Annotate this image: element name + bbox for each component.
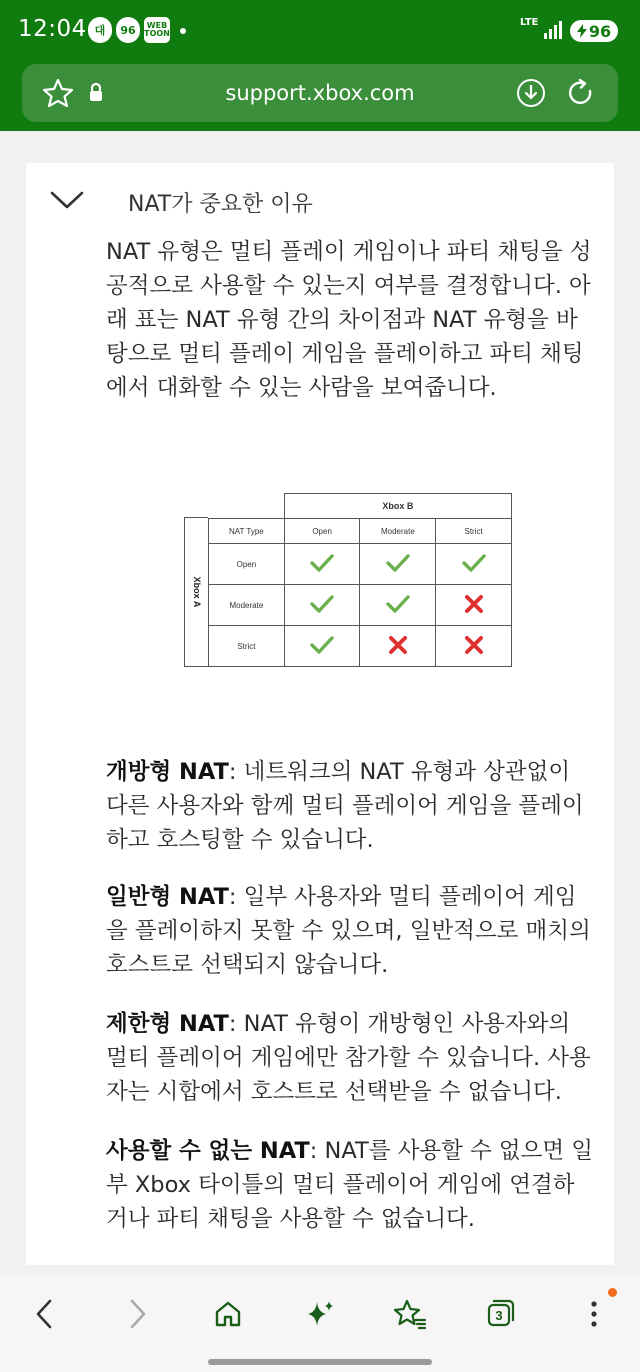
tabs-button[interactable] [480,1294,520,1334]
menu-notification-dot [608,1288,617,1297]
row-header: Moderate [209,585,285,626]
forward-button[interactable] [118,1294,158,1334]
description-moderate-nat [106,880,596,982]
browser-header [0,0,640,131]
url-text[interactable]: support.xbox.com [225,81,415,105]
status-time: 12:04 [18,16,87,42]
table-cell [436,544,512,585]
table-cell [436,585,512,626]
row-header: Strict [209,626,285,667]
table-cell [436,626,512,667]
notification-icon-1: 대 [88,17,112,43]
column-header: Open [284,519,360,544]
more-notifications-dot [180,28,186,34]
table-cell [360,626,436,667]
description-text: : NAT 유형이 개방형인 사용자와의 멀티 플레이어 게임에만 참가할 수 있습니다. 사용자는 시합에서 호스트로 선택받을 수 없습니다. [106,1011,591,1105]
chevron-left-icon[interactable] [34,1299,54,1329]
menu-button[interactable] [574,1294,614,1334]
check-icon [386,553,410,573]
home-icon[interactable] [213,1299,243,1329]
battery-level: 96 [588,21,612,41]
bookmarks-button[interactable] [390,1294,430,1334]
bookmarks-star-icon[interactable] [393,1298,427,1330]
table-row [209,585,512,626]
tabs-icon[interactable] [484,1298,516,1330]
home-button[interactable] [208,1294,248,1334]
address-bar[interactable] [22,64,618,122]
description-term: 제한형 NAT [106,1011,229,1037]
corner-header: NAT Type [209,519,285,544]
table-row [209,544,512,585]
table-blank-corner [209,494,285,519]
tabs-count: 3 [495,1308,503,1323]
more-vertical-icon[interactable] [589,1299,599,1329]
column-header: Moderate [360,519,436,544]
network-type: LTE [520,17,539,28]
table-cell [284,585,360,626]
check-icon [462,553,486,573]
notification-icon-2: 96 [116,17,140,43]
cross-icon [462,635,486,655]
table-cell [360,585,436,626]
reload-icon[interactable] [566,78,596,108]
description-text: : 네트워크의 NAT 유형과 상관없이 다른 사용자와 함께 멀티 플레이어 게임을 플레이하고 호스팅할 수 있습니다. [106,759,584,853]
check-icon [310,553,334,573]
nat-table-grid [208,493,512,667]
description-open-nat [106,755,596,857]
cross-icon [386,635,410,655]
side-header-label: Xbox A [191,576,202,608]
chevron-down-icon[interactable] [50,189,84,211]
sparkle-icon[interactable] [304,1298,336,1330]
cross-icon [462,594,486,614]
description-strict-nat [106,1007,596,1109]
description-term: 사용할 수 없는 NAT [106,1138,310,1164]
charging-icon [577,24,587,38]
side-header [184,517,208,667]
battery-indicator [570,20,618,42]
table-cell [284,544,360,585]
gesture-home-bar[interactable] [208,1359,432,1365]
download-icon[interactable] [516,78,546,108]
status-bar [0,0,640,62]
content-card [26,163,614,1265]
description-text: : NAT를 사용할 수 없으면 일부 Xbox 타이틀의 멀티 플레이어 게임에 연결하거나 파티 채팅을 사용할 수 없습니다. [106,1138,593,1232]
signal-icon [544,21,564,39]
table-cell [360,544,436,585]
back-button[interactable] [24,1294,64,1334]
check-icon [386,594,410,614]
intro-paragraph: NAT 유형은 멀티 플레이 게임이나 파티 채팅을 성공적으로 사용할 수 있는지 여부를 결정합니다. 아래 표는 NAT 유형 간의 차이점과 NAT 유형을 바탕으로 멀티 플레이 게임을 플레이하고 파티 채팅에서 대화할 수 있는 사람을 보여줍니다. [106,239,592,401]
nat-compatibility-table [184,493,512,667]
ai-assistant-button[interactable] [300,1294,340,1334]
check-icon [310,594,334,614]
top-header: Xbox B [284,494,511,519]
bottom-navigation [0,1276,640,1372]
table-cell [284,626,360,667]
webtoon-notification-icon: WEB TOON [144,17,170,43]
check-icon [310,635,334,655]
description-unavailable-nat [106,1134,596,1236]
column-header: Strict [436,519,512,544]
accordion-header[interactable] [50,183,590,223]
description-text: : 일부 사용자와 멀티 플레이어 게임을 플레이하지 못할 수 있으며, 일반적으로 매치의 호스트로 선택되지 않습니다. [106,884,591,978]
table-row [209,626,512,667]
section-title: NAT가 중요한 이유 [128,192,313,217]
description-term: 개방형 NAT [106,759,229,785]
description-term: 일반형 NAT [106,884,229,910]
row-header: Open [209,544,285,585]
chevron-right-icon[interactable] [128,1299,148,1329]
